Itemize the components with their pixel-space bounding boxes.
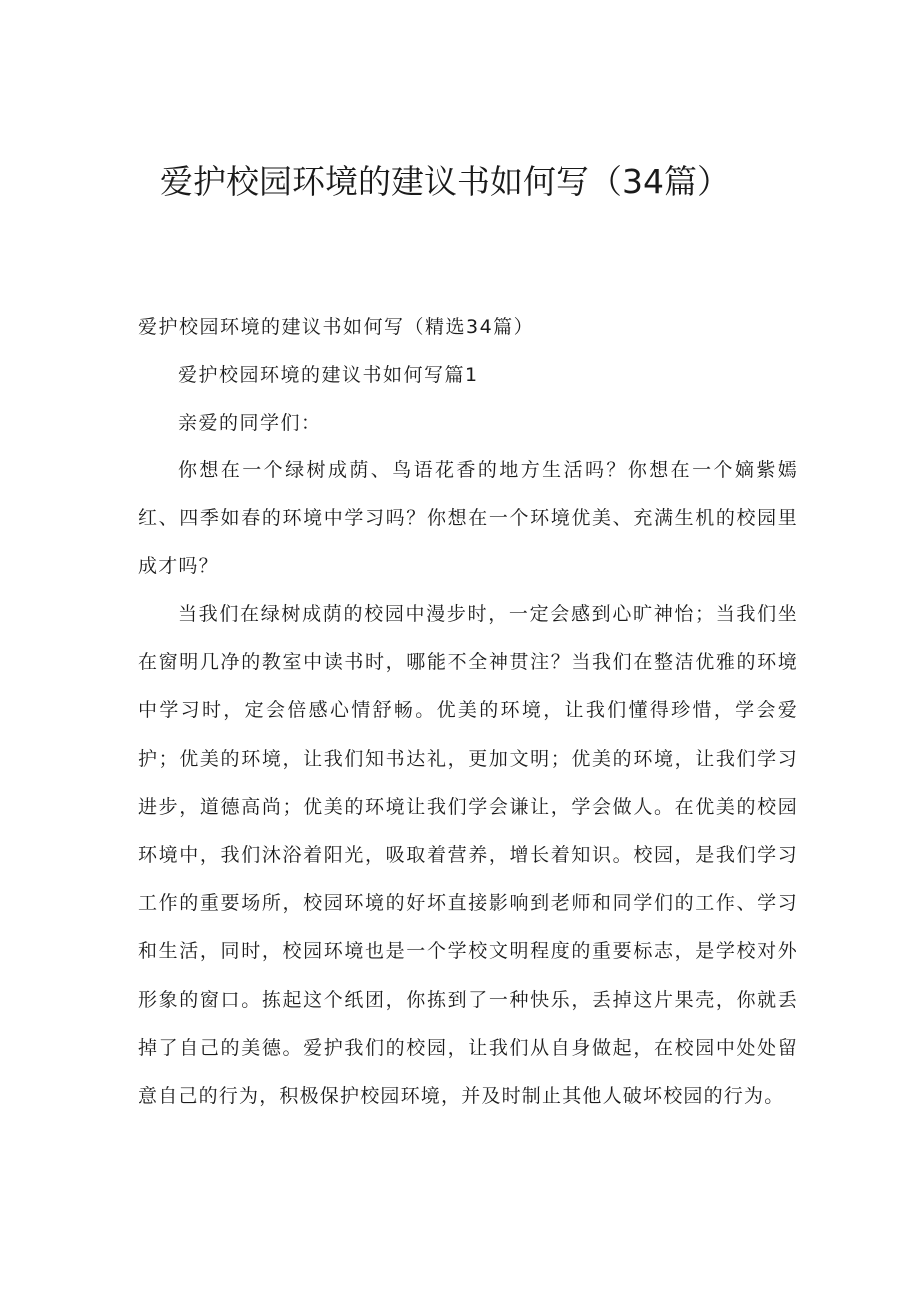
document-subtitle: 爱护校园环境的建议书如何写（精选34篇） [138,316,535,338]
section-heading: 爱护校园环境的建议书如何写篇1 [178,364,479,386]
paragraph-2: 当我们在绿树成荫的校园中漫步时，一定会感到心旷神怡；当我们坐在窗明几净的教室中读书时，哪能不全神贯注？当我们在整洁优雅的环境中学习时，定会倍感心情舒畅。优美的环境，让我们懂得珍惜，学会爱护；优美的环境，让我们知书达礼，更加文明；优美的环境，让我们学习进步，道德高尚；优美的环境让我们学会谦让，学会做人。在优美的校园环境中，我们沐浴着阳光，吸取着营养，增长着知识。校园，是我们学习工作的重要场所，校园环境的好坏直接影响到老师和同学们的工作、学习和生活，同时，校园环境也是一个学校文明程度的重要标志，是学校对外形象的窗口。拣起这个纸团，你拣到了一种快乐，丢掉这片果壳，你就丢掉了自己的美德。爱护我们的校园，让我们从自身做起，在校园中处处留意自己的行为，积极保护校园环境，并及时制止其他人破坏校园的行为。 [138,603,798,1108]
salutation: 亲爱的同学们： [178,412,322,434]
paragraph-1: 你想在一个绿树成荫、鸟语花香的地方生活吗？你想在一个嫡紫嫣红、四季如春的环境中学习吗？你想在一个环境优美、充满生机的校园里成才吗？ [138,459,798,578]
document-title: 爱护校园环境的建议书如何写（34篇） [160,162,730,201]
